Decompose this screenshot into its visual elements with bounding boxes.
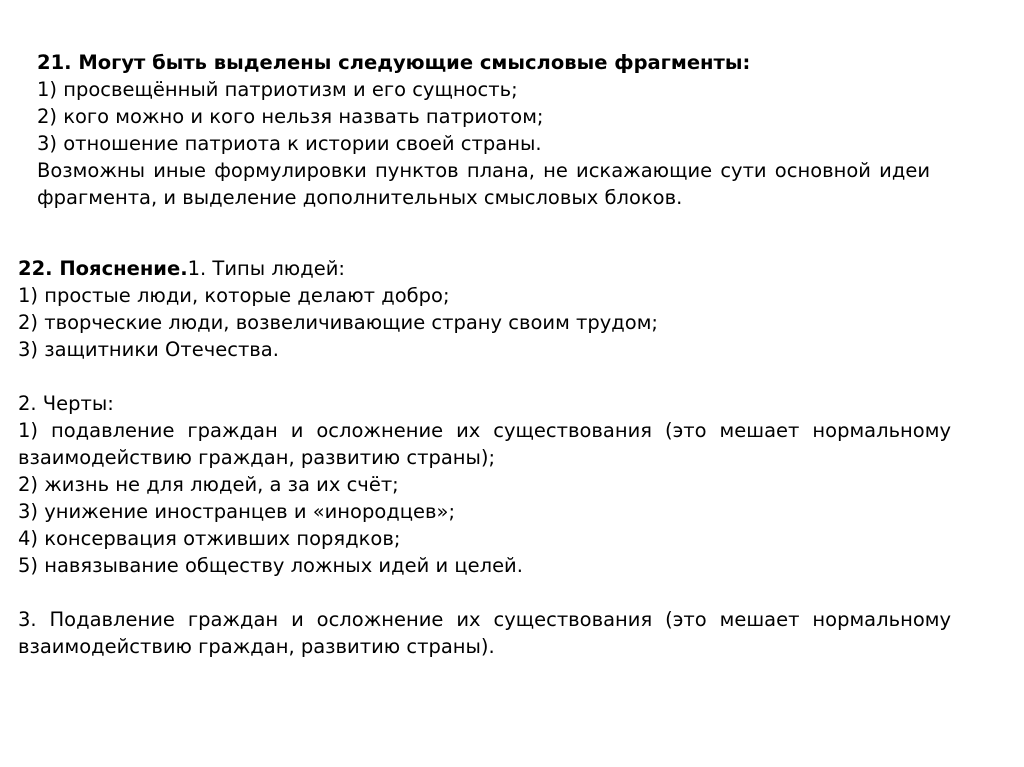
answer-21-item-3: 3) отношение патриота к истории своей страны. xyxy=(37,132,542,155)
answer-22-point-3: 3. Подавление граждан и осложнение их существования (это мешает нормальному взаимодействию граждан, развитию страны). xyxy=(18,608,951,658)
answer-22-block xyxy=(18,255,951,660)
answer-22-heading-rest: 1. Типы людей: xyxy=(187,257,345,280)
answer-22-trait-3: 3) унижение иностранцев и «инородцев»; xyxy=(18,500,456,523)
answer-22-trait-4: 4) консервация отживших порядков; xyxy=(18,527,401,550)
answer-22-type-3: 3) защитники Отечества. xyxy=(18,338,279,361)
answer-22-traits-title: 2. Черты: xyxy=(18,392,114,415)
answer-22-heading-bold: 22. Пояснение. xyxy=(18,257,188,280)
answer-22-type-1: 1) простые люди, которые делают добро; xyxy=(18,284,450,307)
spacer xyxy=(18,579,951,606)
answer-22-trait-5: 5) навязывание обществу ложных идей и целей. xyxy=(18,554,523,577)
answer-21-note: Возможны иные формулировки пунктов плана, не искажающие сути основной идеи фрагмента, и выделение дополнительных смысловых блоков. xyxy=(37,159,930,209)
answer-21-item-2: 2) кого можно и кого нельзя назвать патриотом; xyxy=(37,105,544,128)
answer-21-heading: 21. Могут быть выделены следующие смысловые фрагменты: xyxy=(37,51,751,74)
answer-21-item-1: 1) просвещённый патриотизм и его сущность; xyxy=(37,78,518,101)
answer-22-heading xyxy=(18,255,951,282)
answer-21-block xyxy=(37,49,930,211)
answer-22-type-2: 2) творческие люди, возвеличивающие страну своим трудом; xyxy=(18,311,658,334)
spacer xyxy=(18,363,951,390)
answer-22-trait-1: 1) подавление граждан и осложнение их существования (это мешает нормальному взаимодействию граждан, развитию страны); xyxy=(18,419,951,469)
answer-22-trait-2: 2) жизнь не для людей, а за их счёт; xyxy=(18,473,399,496)
